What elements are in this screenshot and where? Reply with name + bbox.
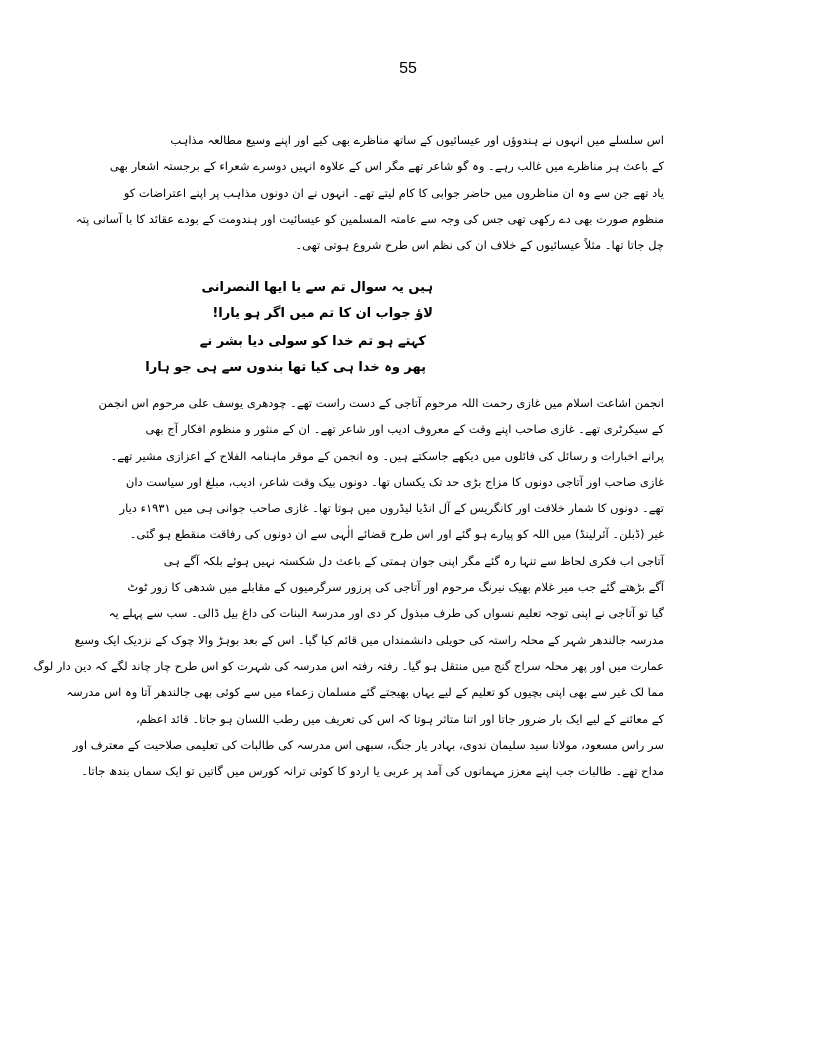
- text-line: عمارت میں اور پھر محلہ سراج گنج میں منتقل ہو گیا۔ رفتہ رفتہ اس مدرسہ کی شہرت کو اس طرح چار چاند لگے کہ دین دار لوگ: [33, 658, 664, 673]
- poem-couplet-2: [145, 329, 426, 381]
- poem-line: ہیں یہ سوال تم سے یا ایھا النصرانی: [201, 280, 433, 295]
- poem-couplet-1: [201, 275, 433, 327]
- text-line: سر راس مسعود، مولانا سید سلیمان ندوی، بہادر یار جنگ، سبھی اس مدرسہ کی طالبات کی تعلیمی صلاحیت کے معترف اور: [72, 737, 664, 752]
- text-line: آگے بڑھتے گئے جب میر غلام بھیک نیرنگ مرحوم اور آتاجی کی پرزور سرگرمیوں کے مقابلے میں شدھی کا زور ٹوٹ: [127, 580, 664, 595]
- text-line: پرانے اخبارات و رسائل کی فائلوں میں دیکھے جاسکتے ہیں۔ وہ انجمن کے موقر ماہنامہ الفلاح کے اعزازی مشیر تھے۔: [110, 448, 664, 463]
- text-line: غیر (ڈبلن۔ آئرلینڈ) میں اللہ کو پیارے ہو گئے اور اس طرح قضائے الٰہی سے ان دونوں کی رفاقت منقطع ہو گئی۔: [129, 527, 664, 542]
- text-line: انجمن اشاعت اسلام میں غازی رحمت اللہ مرحوم آتاجی کے دست راست تھے۔ چودھری یوسف علی مرحوم اس انجمن: [98, 396, 664, 410]
- text-line: مما لک غیر سے بھی اپنی بچیوں کو تعلیم کے لیے یہاں بھیجتے گئے مسلمان زعماء میں سے کوئی بھی جالندھر آتا وہ اس مدرسہ: [66, 685, 664, 700]
- text-line: کے معائنے کے لیے ایک بار ضرور جاتا اور اتنا متاثر ہوتا کہ اس کی تعریف میں رطب اللسان ہو جاتا۔ قائد اعظم،: [135, 711, 664, 726]
- text-line: مدرسہ جالندھر شہر کے محلہ راستہ کی حویلی دانشمنداں میں قائم کیا گیا۔ اس کے بعد بوہڑ والا چوک کے نزدیک ایک وسیع: [74, 632, 664, 647]
- text-line: کے باعث ہر مناظرے میں غالب رہے۔ وہ گو شاعر تھے مگر اس کے علاوہ انہیں دوسرے شعراء کے برجستہ اشعار بھی: [109, 159, 664, 174]
- text-line: گیا تو آتاجی نے اپنی توجہ تعلیم نسواں کی طرف مبذول کر دی اور مدرسۃ البنات کی داغ بیل ڈالی۔ سب سے پہلے یہ: [108, 606, 664, 621]
- poem-line: کہتے ہو تم خدا کو سولی دیا بشر نے: [199, 334, 426, 349]
- text-line: آتاجی اب فکری لحاظ سے تنہا رہ گئے مگر اپنی جوان ہمتی کے باعث دل شکستہ نہیں ہوئے بلکہ آگے ہی: [163, 553, 664, 568]
- text-line: تھے۔ دونوں کا شمار خلافت اور کانگریس کے آل انڈیا لیڈروں میں ہوتا تھا۔ غازی صاحب جوانی ہی میں ۱۹۳۱ء دیار: [119, 501, 664, 516]
- text-line: یاد تھے جن سے وہ ان مناظروں میں حاضر جوابی کا کام لیتے تھے۔ انہوں نے ان دونوں مذاہب پر اپنے اعتراضات کو: [123, 185, 664, 200]
- text-line: غازی صاحب اور آتاجی دونوں کا مزاج بڑی حد تک یکساں تھا۔ دونوں بیک وقت شاعر، ادیب، مبلغ اور سیاست دان: [125, 474, 664, 489]
- text-line: اس سلسلے میں انہوں نے ہندوؤں اور عیسائیوں کے ساتھ مناظرے بھی کیے اور اپنے وسیع مطالعہ مذاہب: [170, 133, 664, 147]
- text-line: منظوم صورت بھی دے رکھی تھی جس کی وجہ سے عامتہ المسلمین کو عیسائیت اور ہندومت کے بودے عقائد کا با آسانی پتہ: [75, 211, 664, 226]
- poem-line: لاؤ جواب ان کا تم میں اگر ہو یارا!: [212, 306, 433, 321]
- text-line: چل جاتا تھا۔ مثلاً عیسائیوں کے خلاف ان کی نظم اس طرح شروع ہوتی تھی۔: [295, 238, 664, 253]
- poem-line: پھر وہ خدا ہی کیا تھا بندوں سے ہی جو ہارا: [145, 360, 426, 375]
- text-line: کے سیکرٹری تھے۔ غازی صاحب اپنے وقت کے معروف ادیب اور شاعر تھے۔ ان کے منثور و منظوم افکار آج بھی: [145, 422, 664, 437]
- paragraph-debates: [75, 127, 664, 258]
- paragraph-anjuman: [33, 390, 664, 784]
- page-number: 55: [399, 60, 417, 77]
- text-line: مداح تھے۔ طالبات جب اپنے معزز مہمانوں کی آمد پر عربی یا اردو کا کوئی ترانہ کورس میں گاتیں تو ایک سماں بندھ جاتا۔: [81, 764, 664, 779]
